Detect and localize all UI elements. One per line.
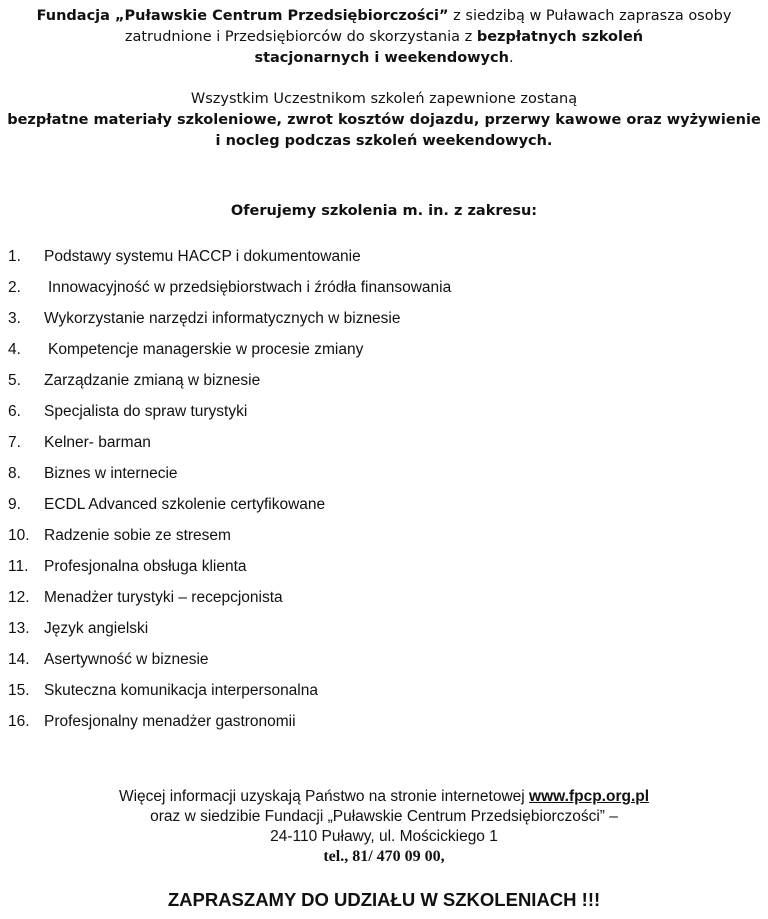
free-trainings-text: bezpłatnych szkoleń (476, 29, 644, 45)
address-line: 24-110 Puławy, ul. Mościckiego 1 (270, 828, 498, 845)
course-title: Biznes w internecie (44, 465, 178, 482)
course-item (0, 618, 451, 649)
course-item (0, 370, 451, 401)
course-title: Wykorzystanie narzędzi informatycznych w biznesie (44, 310, 401, 327)
course-item (0, 649, 451, 680)
phone-line: tel., 81/ 470 09 00, (323, 848, 445, 865)
intro-period: . (508, 50, 514, 66)
course-item (0, 494, 451, 525)
course-number: 7. (8, 434, 21, 451)
course-number: 5. (8, 372, 21, 389)
benefits-text-1: bezpłatne materiały szkoleniowe, zwrot kosztów dojazdu, przerwy kawowe oraz wyżywienie (7, 112, 761, 128)
course-item (0, 587, 451, 618)
course-number: 6. (8, 403, 21, 420)
course-title: Profesjonalna obsługa klienta (44, 558, 247, 575)
course-number: 9. (8, 496, 21, 513)
course-number: 4. (8, 341, 21, 358)
contact-section (0, 787, 768, 867)
course-title: Menadżer turystyki – recepcjonista (44, 589, 283, 606)
course-item (0, 432, 451, 463)
course-item (0, 463, 451, 494)
course-title: Specjalista do spraw turystyki (44, 403, 248, 420)
intro-line-3 (0, 48, 768, 69)
course-title: Profesjonalny menadżer gastronomii (44, 713, 296, 730)
course-number: 13. (8, 620, 30, 637)
info-text: Więcej informacji uzyskają Państwo na stronie internetowej (118, 788, 530, 805)
course-number: 15. (8, 682, 30, 699)
course-item (0, 525, 451, 556)
course-number: 14. (8, 651, 30, 668)
course-title: Język angielski (44, 620, 149, 637)
course-number: 2. (8, 279, 21, 296)
course-list (0, 246, 451, 742)
training-types-text: stacjonarnych i weekendowych (254, 50, 509, 66)
course-title: Zarządzanie zmianą w biznesie (44, 372, 261, 389)
course-title: Asertywność w biznesie (44, 651, 209, 668)
invite-text-b: zatrudnione i Przedsiębiorców do skorzystania z (124, 29, 477, 45)
course-item (0, 339, 451, 370)
organization-name: Fundacja „Puławskie Centrum Przedsiębiorczości” (36, 8, 449, 24)
course-number: 10. (8, 527, 30, 544)
course-number: 11. (8, 558, 29, 575)
course-title: ECDL Advanced szkolenie certyfikowane (44, 496, 326, 513)
course-title: Innowacyjność w przedsiębiorstwach i źródła finansowania (48, 279, 452, 296)
benefits-text-2: i nocleg podczas szkoleń weekendowych. (215, 133, 553, 149)
course-title: Kompetencje managerskie w procesie zmiany (48, 341, 364, 358)
course-number: 8. (8, 465, 21, 482)
course-number: 3. (8, 310, 21, 327)
call-to-action: ZAPRASZAMY DO UDZIAŁU W SZKOLENIACH !!! (167, 889, 601, 910)
intro-line-2 (0, 27, 768, 48)
course-item (0, 401, 451, 432)
course-number: 12. (8, 589, 30, 606)
benefits-line-1 (0, 110, 768, 131)
course-title: Skuteczna komunikacja interpersonalna (44, 682, 318, 699)
course-number: 1. (8, 248, 21, 265)
course-item (0, 246, 451, 277)
participants-line: Wszystkim Uczestnikom szkoleń zapewnione zostaną (190, 91, 578, 107)
course-item (0, 556, 451, 587)
course-item (0, 308, 451, 339)
intro-line-1 (0, 6, 768, 27)
course-item (0, 711, 451, 742)
course-item (0, 680, 451, 711)
course-title: Kelner- barman (44, 434, 151, 451)
intro-section (0, 6, 768, 152)
benefits-line-2 (0, 131, 768, 152)
info-line (0, 787, 768, 807)
course-title: Podstawy systemu HACCP i dokumentowanie (44, 248, 361, 265)
office-line: oraz w siedzibie Fundacji „Puławskie Centrum Przedsiębiorczości” – (150, 808, 618, 825)
course-number: 16. (8, 713, 30, 730)
website-link[interactable]: www.fpcp.org.pl (529, 788, 650, 805)
offer-heading: Oferujemy szkolenia m. in. z zakresu: (230, 203, 538, 219)
course-item (0, 277, 451, 308)
course-title: Radzenie sobie ze stresem (44, 527, 231, 544)
invite-text-a: z siedzibą w Puławach zaprasza osoby (448, 8, 732, 24)
